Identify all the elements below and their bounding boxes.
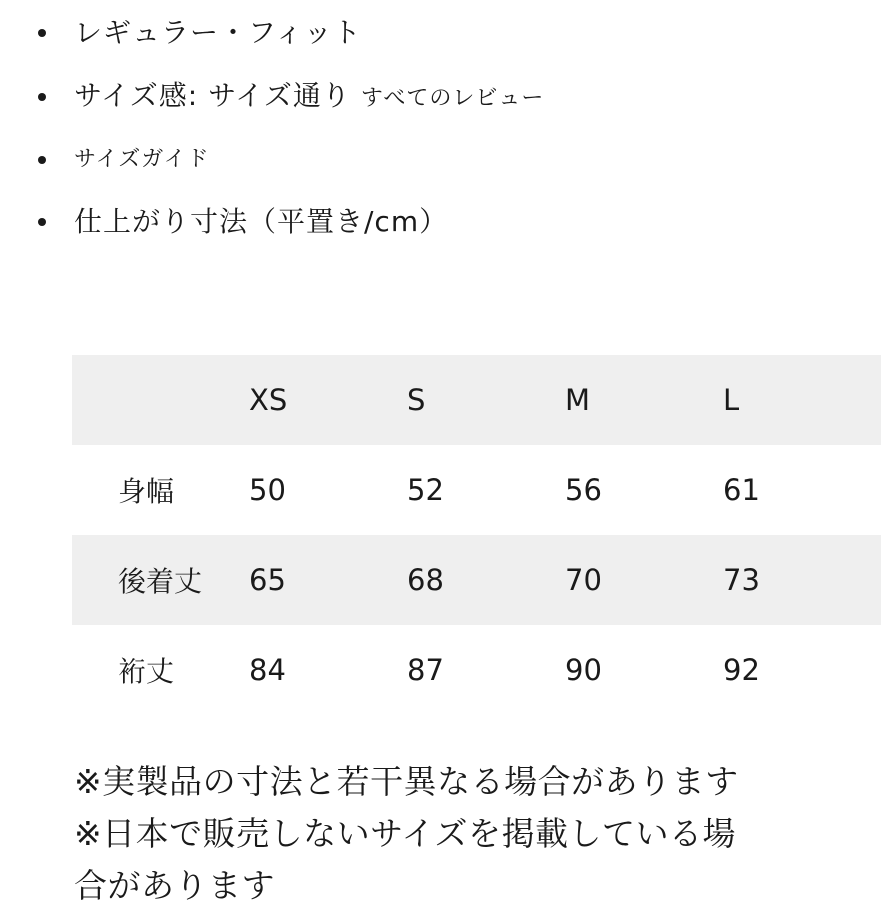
- note-line: ※日本で販売しないサイズを掲載している場: [74, 814, 737, 853]
- table-row: [72, 535, 881, 625]
- table-cell: 87: [407, 653, 444, 687]
- table-cell: 90: [565, 653, 602, 687]
- table-cell: 61: [723, 473, 760, 507]
- measurements-heading: 仕上がり寸法（平置き/cm）: [74, 205, 449, 238]
- table-row: [72, 445, 881, 535]
- all-reviews-link[interactable]: すべてのレビュー: [360, 85, 545, 111]
- table-cell: 84: [249, 653, 286, 687]
- table-cell: 50: [249, 473, 286, 507]
- table-header-cell: L: [723, 355, 881, 445]
- table-cell: 73: [723, 535, 881, 625]
- table-header-cell: XS: [249, 355, 407, 445]
- table-header-cell: M: [565, 355, 723, 445]
- fit-text: レギュラー・フィット: [74, 16, 362, 49]
- size-notes: [74, 756, 864, 912]
- table-cell: 52: [407, 473, 444, 507]
- table-header-cell: S: [407, 355, 565, 445]
- bullet-dot-icon: [38, 218, 46, 226]
- table-cell: 70: [565, 535, 723, 625]
- row-label: 裄丈: [118, 655, 175, 688]
- table-header-cell: [72, 355, 249, 445]
- bullet-dot-icon: [38, 93, 46, 101]
- row-label: 後着丈: [72, 535, 249, 625]
- row-label: 身幅: [118, 475, 175, 508]
- table-header-row: [72, 355, 881, 445]
- size-guide-link[interactable]: サイズガイド: [74, 147, 210, 172]
- note-line: ※実製品の寸法と若干異なる場合があります: [74, 762, 739, 801]
- table-cell: 92: [723, 653, 760, 687]
- bullet-dot-icon: [38, 29, 46, 37]
- size-feel-text: サイズ感: サイズ通り: [74, 78, 351, 112]
- size-chart-table: [72, 355, 881, 715]
- table-cell: 56: [565, 473, 602, 507]
- table-row: [72, 625, 881, 715]
- table-cell: 68: [407, 535, 565, 625]
- note-line: 合があります: [74, 866, 275, 905]
- bullet-dot-icon: [38, 156, 46, 164]
- table-cell: 65: [249, 535, 407, 625]
